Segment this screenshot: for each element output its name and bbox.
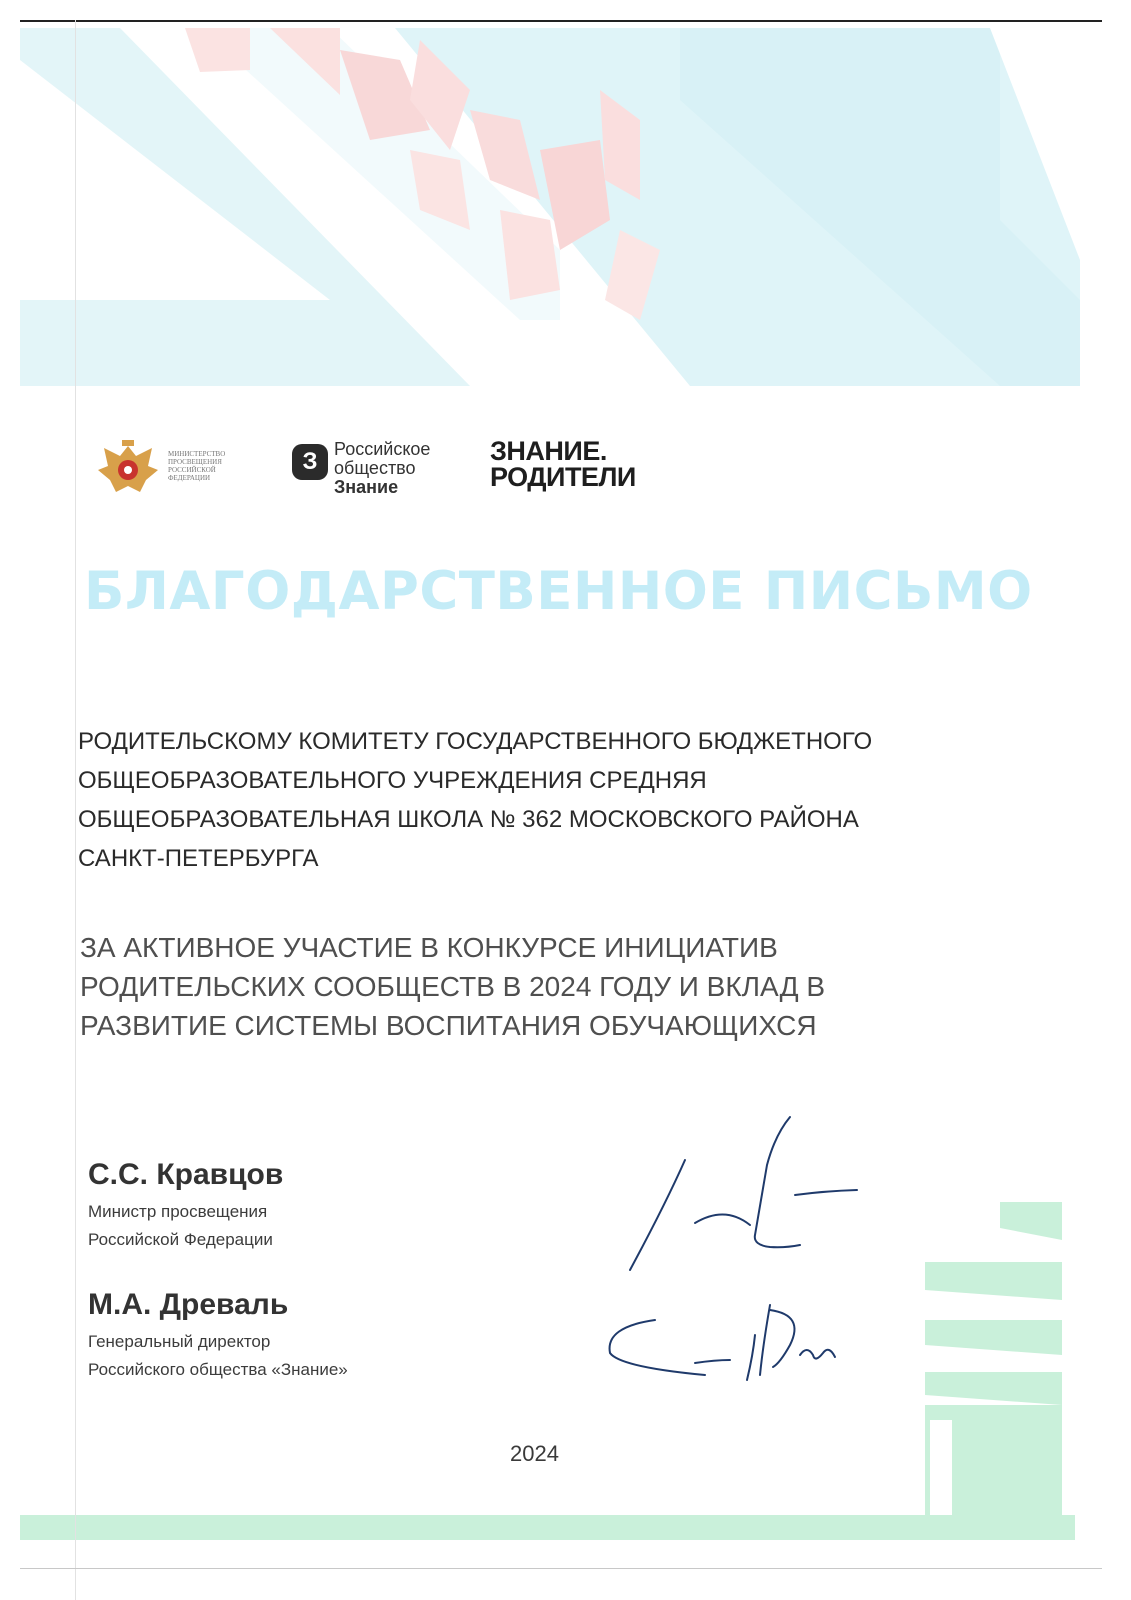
signature-dreval: [610, 1305, 835, 1380]
recipient-line-4: САНКТ-ПЕТЕРБУРГА: [78, 845, 319, 872]
green-bar-3: [925, 1320, 1062, 1355]
recipient-line-2: ОБЩЕОБРАЗОВАТЕЛЬНОГО УЧРЕЖДЕНИЯ СРЕДНЯЯ: [78, 767, 707, 794]
recipient-line-1: РОДИТЕЛЬСКОМУ КОМИТЕТУ ГОСУДАРСТВЕННОГО БЮДЖЕТНОГО: [78, 728, 873, 755]
scan-border-top: [20, 20, 1102, 22]
recipient-line-3: ОБЩЕОБРАЗОВАТЕЛЬНАЯ ШКОЛА № 362 МОСКОВСКОГО РАЙОНА: [78, 806, 859, 833]
pink-stripe-1: [185, 28, 250, 72]
znanie-roditeli-logo: [490, 438, 636, 490]
reason-line-2: РОДИТЕЛЬСКИХ СООБЩЕСТВ В 2024 ГОДУ И ВКЛАД В: [80, 971, 826, 1002]
znanie-logo-badge: З: [292, 444, 328, 480]
green-bottom-gap: [930, 1420, 952, 1515]
green-bar-4: [925, 1372, 1062, 1405]
signer-role-line-2: Российского общества «Знание»: [88, 1360, 348, 1379]
signer-dreval: [88, 1288, 348, 1384]
signature-kravtsov: [630, 1117, 857, 1270]
document-title: БЛАГОДАРСТВЕННОЕ ПИСЬМО: [84, 561, 1033, 622]
scan-border-bottom: [20, 1568, 1102, 1569]
scan-border-left: [75, 20, 76, 1600]
pink-stripe-9: [500, 210, 560, 300]
document-year: 2024: [510, 1441, 559, 1466]
signer-role-line-1: Министр просвещения: [88, 1202, 268, 1221]
reason-line-3: РАЗВИТИЕ СИСТЕМЫ ВОСПИТАНИЯ ОБУЧАЮЩИХСЯ: [80, 1010, 817, 1041]
reason-line-1: ЗА АКТИВНОЕ УЧАСТИЕ В КОНКУРСЕ ИНИЦИАТИВ: [80, 932, 778, 963]
signer-name: М.А. Древаль: [88, 1288, 289, 1321]
recipient-block: [78, 722, 978, 878]
znanie-line-1: Российское: [334, 439, 431, 459]
ministry-logo-text: МИНИСТЕРСТВО ПРОСВЕЩЕНИЯ РОССИЙСКОЙ ФЕДЕРАЦИИ: [168, 450, 226, 482]
rod-line-1: ЗНАНИЕ.: [490, 436, 607, 466]
logo-row: [92, 430, 692, 502]
green-bottom-band: [20, 1515, 1075, 1540]
signer-role: [88, 1198, 283, 1254]
rod-line-2: РОДИТЕЛИ: [490, 462, 636, 492]
znanie-logo-text: [334, 440, 430, 497]
signer-role: [88, 1328, 348, 1384]
znanie-line-3: Знание: [334, 477, 399, 497]
signer-kravtsov: [88, 1158, 283, 1254]
green-bar-2: [925, 1262, 1062, 1300]
reason-block: [80, 928, 960, 1045]
signer-role-line-2: Российской Федерации: [88, 1230, 273, 1249]
znanie-line-2: общество: [334, 458, 416, 478]
green-bar-1: [1000, 1202, 1062, 1240]
signer-name: С.С. Кравцов: [88, 1158, 284, 1191]
signer-role-line-1: Генеральный директор: [88, 1332, 271, 1351]
state-emblem-logo: [92, 440, 164, 496]
handwritten-signatures: [595, 1105, 875, 1405]
